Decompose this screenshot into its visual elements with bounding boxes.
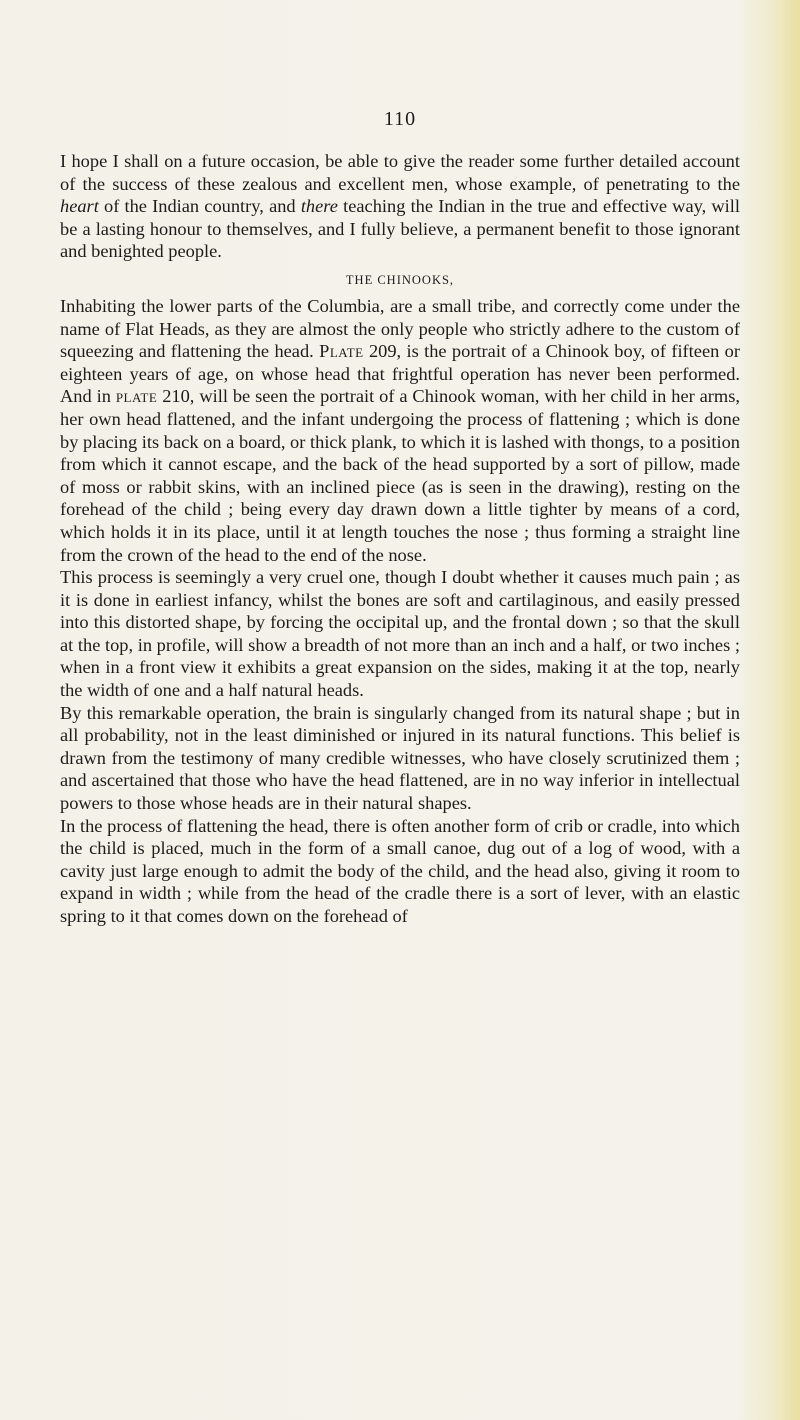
page-number: 110: [383, 108, 417, 130]
paragraph-process: This process is seemingly a very cruel one, though I doubt whether it causes much pain ; as it is done in earliest infancy, whilst the bones are soft and cartilaginous, and easily pressed into this distorted shape, by forcing the occipital up, and the frontal down ; so that the skull at the top, in profile, will show a breadth of not more than an inch and a half, or two inches ; when in a front view it exhibits a great expansion on the sides, making it at the top, nearly the width of one and a half natural heads.: [60, 567, 740, 701]
paragraph-intro: I hope I shall on a future occasion, be able to give the reader some further detailed account of the success of these zealous and excellent men, whose example, of penetrating to the heart of the Indian country, and there teaching the Indian in the true and effective way, will be a lasting honour to themselves, and I fully believe, a permanent benefit to those ignorant and benighted people.: [60, 151, 740, 262]
paragraph-chinooks: Inhabiting the lower parts of the Columbia, are a small tribe, and correctly come under the name of Flat Heads, as they are almost the only people who strictly adhere to the custom of squeezing and flattening the head. Plate 209, is the portrait of a Chinook boy, of fifteen or eighteen years of age, on whose head that frightful operation has never been performed. And in plate 210, will be seen the portrait of a Chinook woman, with her child in her arms, her own head flattened, and the infant undergoing the process of flattening ; which is done by placing its back on a board, or thick plank, to which it is lashed with thongs, to a position from which it cannot escape, and the back of the head supported by a sort of pillow, made of moss or rabbit skins, with an inclined piece (as is seen in the drawing), resting on the forehead of the child ; being every day drawn down a little tighter by means of a cord, which holds it in its place, until it at length touches the nose ; thus forming a straight line from the crown of the head to the end of the nose.: [60, 295, 740, 565]
section-heading: THE CHINOOKS,: [345, 272, 455, 287]
body-text: [60, 150, 740, 928]
paragraph-operation: By this remarkable operation, the brain is singularly changed from its natural shape ; but in all probability, not in the least diminished or injured in its natural functions. This belief is drawn from the testimony of many credible witnesses, who have closely scrutinized them ; and ascertained that those who have the head flattened, are in no way inferior in intellectual powers to those whose heads are in their natural shapes.: [60, 702, 740, 814]
paragraph-cradle: In the process of flattening the head, there is often another form of crib or cradle, into which the child is placed, much in the form of a small canoe, dug out of a log of wood, with a cavity just large enough to admit the body of the child, and the head also, giving it room to expand in width ; while from the head of the cradle there is a sort of lever, with an elastic spring to it that comes down on the forehead of: [60, 815, 740, 926]
